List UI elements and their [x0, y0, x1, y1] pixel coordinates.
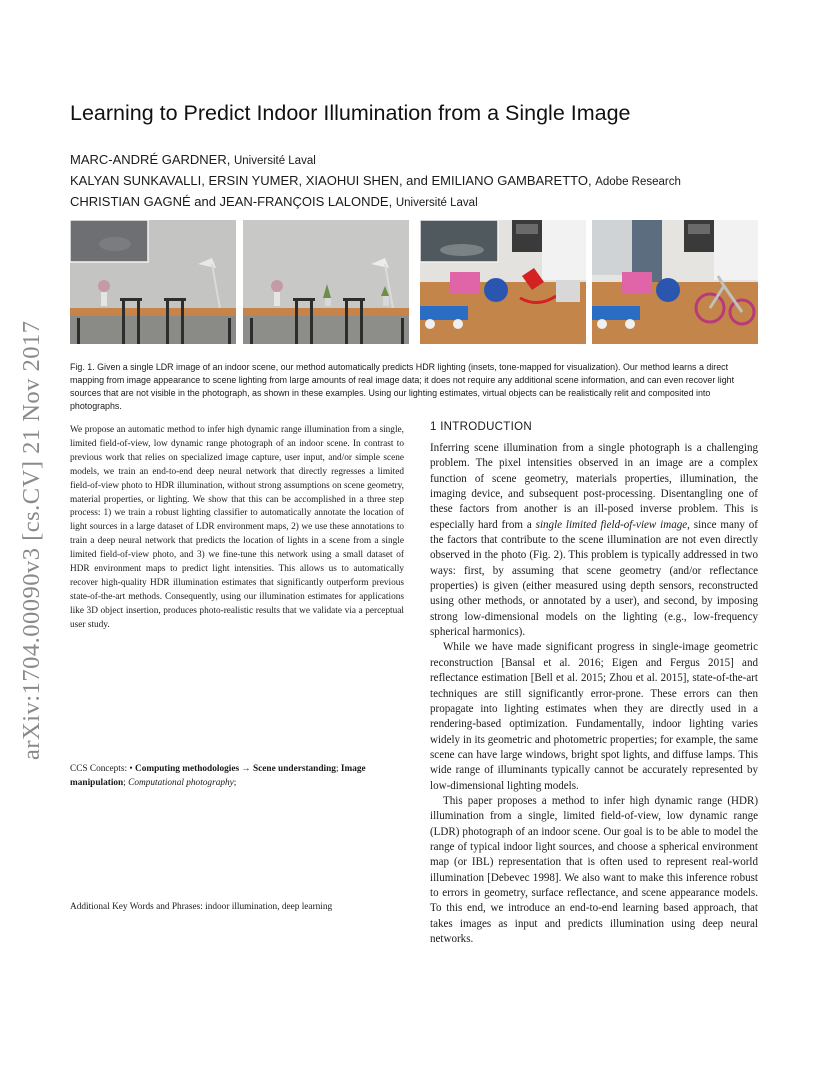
- author-line: [70, 171, 681, 192]
- author-list: [70, 150, 681, 213]
- ccs-concept: Image manipulation: [70, 764, 366, 788]
- paragraph: [430, 441, 758, 640]
- abstract: We propose an automatic method to infer high dynamic range illumination from a single, limited field-of-view, low dynamic range photograph of an indoor scene. In contrast to previous work that relies on specialized image capture, user input, and/or simple scene models, we train an end-to-end deep neural network that directly regresses a limited field-of-view photo to HDR illumination, without strong assumptions on scene geometry, material properties, or lighting. We show that this can be accomplished in a three step process: 1) we train a robust lighting classifier to automatically annotate the location of light sources in a large dataset of LDR environment maps, 2) we use these annotations to train a deep neural network that predicts the location of lights in a scene from a single limited field-of-view photo, and 3) we fine-tune this network using a small dataset of HDR environment maps to predict light intensities. This allows us to automatically recover high-quality HDR illumination estimates that significantly outperform previous state-of-the-art methods. Consequently, using our illumination estimates for applications like 3D object insertion, produces photo-realistic results that we validate via a perceptual user study.: [70, 425, 404, 630]
- author-affiliation: Adobe Research: [595, 176, 681, 188]
- section-heading: 1 INTRODUCTION: [430, 421, 532, 433]
- ccs-separator: ;: [123, 777, 129, 788]
- ccs-separator: ;: [335, 764, 339, 774]
- emphasis-text: single limited field-of-view image: [535, 518, 688, 531]
- ccs-concepts: [70, 763, 404, 790]
- paragraph-text: Inferring scene illumination from a single photograph is a challenging problem. The pixel intensities observed in an image are a complex function of scene geometry, materials properties, illumination, the imaging device, and subsequent post-processing. Disentangling one of these factors from another is an ill-posed inverse problem. This is especially hard from a: [430, 442, 758, 531]
- author-names: CHRISTIAN GAGNÉ and JEAN-FRANÇOIS LALONDE,: [70, 194, 393, 209]
- introduction-body: [430, 441, 758, 947]
- author-names: MARC-ANDRÉ GARDNER,: [70, 152, 231, 167]
- paragraph-text: , since many of the factors that contribute to the scene illumination are not even directly observed in the photo (Fig. 2). This problem is typically addressed in two ways: first, by assuming that scene geometry (and/or reflectance properties) is given (either measured using depth sensors, reconstructed using other methods, or annotated by a user), and second, by imposing strong low-dimensional models on the lighting (e.g., low-frequency spherical harmonics).: [430, 518, 758, 639]
- author-affiliation: Université Laval: [395, 197, 478, 209]
- author-affiliation: Université Laval: [233, 155, 316, 167]
- author-names: KALYAN SUNKAVALLI, ERSIN YUMER, XIAOHUI SHEN, and EMILIANO GAMBARETTO,: [70, 173, 592, 188]
- figure-caption: Fig. 1. Given a single LDR image of an indoor scene, our method automatically predicts HDR lighting (insets, tone-mapped for visualization). Our method learns a direct mapping from image appearance to scene lighting from large amounts of real image data; it does not require any additional scene information, and can even recover light sources that are not visible in the photograph, as shown in these examples. Using our lighting estimates, virtual objects can be realistically relit and composited into photographs.: [70, 362, 735, 411]
- ccs-separator: ;: [233, 777, 237, 788]
- dining-table-scene-inset: [70, 220, 236, 344]
- author-line: [70, 150, 681, 171]
- arxiv-identifier: arXiv:1704.00090v3 [cs.CV] 21 Nov 2017: [18, 320, 45, 760]
- playroom-scene-inset: [420, 220, 586, 344]
- ccs-concept: Computing methodologies → Scene understanding: [134, 764, 336, 774]
- keywords: Additional Key Words and Phrases: indoor illumination, deep learning: [70, 902, 333, 912]
- paragraph: This paper proposes a method to infer high dynamic range (HDR) illumination from a single, limited field-of-view, low dynamic range (LDR) photograph of an indoor scene. Our goal is to be able to model the range of typical indoor light sources, and choose a spherical environment map (or IBL) representation that is often used to represent real-world illumination [Debevec 1998]. We also want to make this inference robust to errors in geometry, surface reflectance, and scene appearance models. To this end, we introduce an end-to-end learning based approach, that takes images as input and predicts illumination using deep neural networks.: [430, 794, 758, 945]
- paragraph: While we have made significant progress in single-image geometric reconstruction [Bansal et al. 2016; Eigen and Fergus 2015] and reflectance estimation [Bell et al. 2015; Zhou et al. 2015], state-of-the-art techniques are still significantly error-prone. These errors can then propagate into lighting estimates when they are directly used in a rendering-based optimization. Fundamentally, indoor lighting varies widely in its geometric and photometric properties; for example, the same scene can have large windows, bright spot lights, and diffuse lamps. This wide range of illuminants typically cannot be accurately represented by low-dimensional lighting models.: [430, 641, 758, 792]
- ccs-subconcept: Computational photography: [128, 777, 234, 788]
- dining-table-scene-relit: [243, 220, 409, 344]
- paper-title: Learning to Predict Indoor Illumination from a Single Image: [70, 101, 631, 125]
- teaser-figure: [70, 220, 758, 344]
- ccs-label: CCS Concepts: •: [70, 764, 135, 774]
- author-line: [70, 192, 681, 213]
- playroom-scene-relit: [592, 220, 758, 344]
